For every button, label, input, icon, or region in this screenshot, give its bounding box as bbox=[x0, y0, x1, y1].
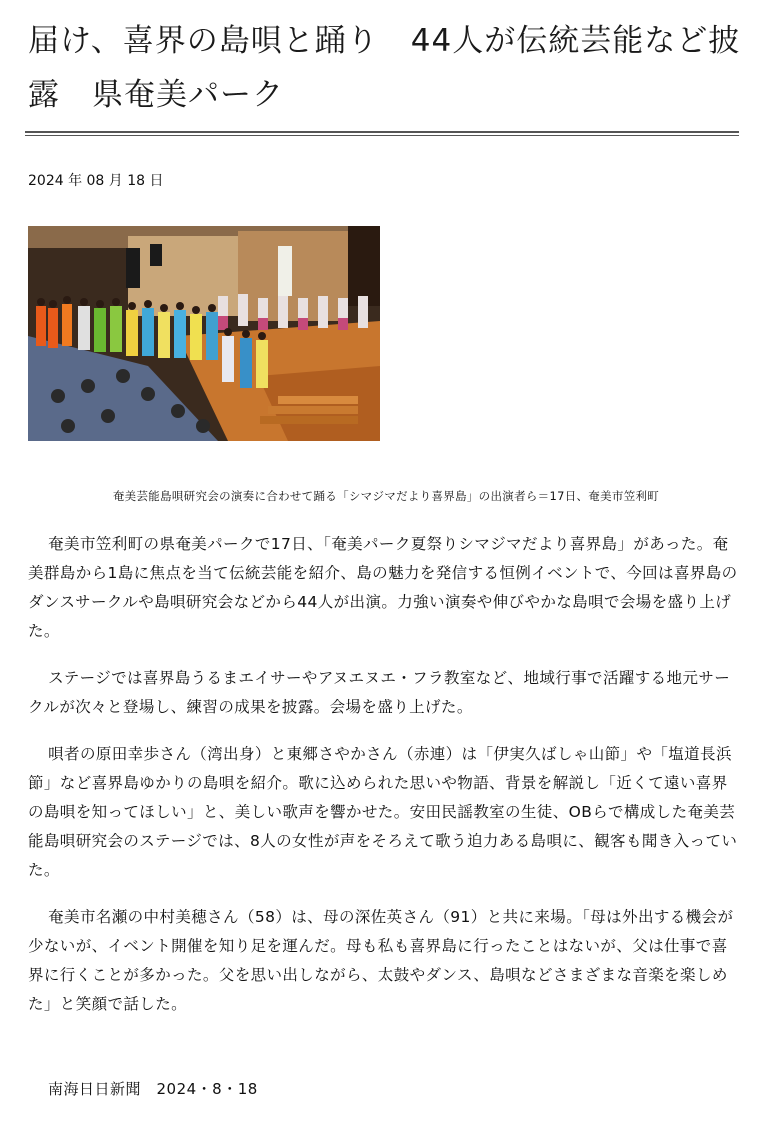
paragraph-1: 奄美市笠利町の県奄美パークで17日、「奄美パーク夏祭りシマジマだより喜界島」があった。奄美群島から1島に焦点を当て伝統芸能を紹介、島の魅力を発信する恒例イベントで、今回は喜界島のダンスサークルや島唄研究会などから44人が出演。力強い演奏や伸びやかな島唄で会場を盛り上げた。 bbox=[28, 535, 738, 640]
paragraph-3: 唄者の原田幸歩さん（湾出身）と東郷さやかさん（赤連）は「伊実久ばしゃ山節」や「塩道長浜節」など喜界島ゆかりの島唄を紹介。歌に込められた思いや物語、背景を解説し「近くて遠い喜界の島唄を知ってほしい」と、美しい歌声を響かせた。安田民謡教室の生徒、OBらで構成した奄美芸能島唄研究会のステージでは、8人の女性が声をそろえて歌う迫力ある島唄に、観客も聞き入っていた。 bbox=[28, 745, 738, 879]
paragraph-4: 奄美市名瀬の中村美穂さん（58）は、母の深佐英さん（91）と共に来場。「母は外出する機会が少ないが、イベント開催を知り足を運んだ。母も私も喜界島に行ったことはないが、父は仕事で喜界に行くことが多かった。父を思い出しながら、太鼓やダンス、島唄などさまざまな音楽を楽しめた」と笑顔で話した。 bbox=[28, 908, 734, 1013]
article-body bbox=[28, 530, 740, 1037]
source-credit: 南海日日新聞 2024・8・18 bbox=[48, 1080, 258, 1098]
headline-divider bbox=[25, 131, 739, 136]
article-photo bbox=[28, 226, 380, 441]
publish-date: 2024 年 08 月 18 日 bbox=[28, 173, 164, 189]
headline: 届け、喜界の島唄と踊り 44人が伝統芸能など披露 県奄美パーク bbox=[28, 23, 741, 113]
photo-caption: 奄美芸能島唄研究会の演奏に合わせて踊る「シマジマだより喜界島」の出演者ら＝17日、奄美市笠利町 bbox=[112, 489, 660, 503]
paragraph-2: ステージでは喜界島うるまエイサーやアヌエヌエ・フラ教室など、地域行事で活躍する地元サークルが次々と登場し、練習の成果を披露。会場を盛り上げた。 bbox=[28, 669, 731, 716]
